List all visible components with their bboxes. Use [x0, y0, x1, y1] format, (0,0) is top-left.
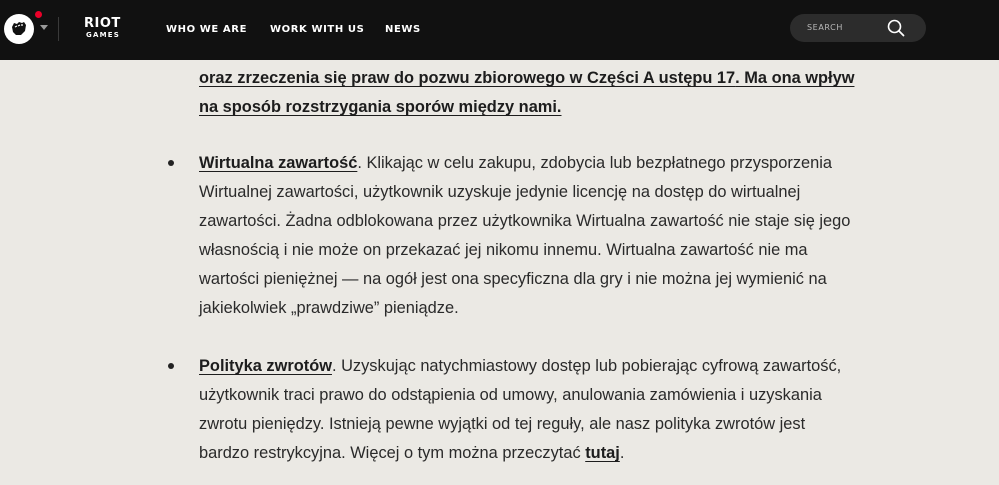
bullet-refund-policy — [168, 363, 174, 369]
section-17-link[interactable]: Części A ustępu 17 — [586, 69, 736, 87]
brand-wordmark-top: RIOT — [84, 15, 121, 32]
riot-games-logo[interactable] — [84, 17, 128, 43]
intro-text-after: . Ma ona wpływ na sposób rozstrzygania sporów między nami. — [199, 69, 855, 116]
term-virtual-content: Wirtualna zawartość — [199, 154, 358, 172]
refund-policy-period: . — [619, 444, 625, 462]
term-refund-policy: Polityka zwrotów — [199, 357, 332, 375]
intro-text-before: oraz zrzeczenia się praw do pozwu zbiorowego w — [199, 69, 587, 87]
nav-who-we-are[interactable]: WHO WE ARE — [166, 24, 247, 35]
header-divider — [58, 17, 59, 41]
article-content — [0, 60, 999, 485]
nav-news[interactable]: NEWS — [385, 24, 421, 35]
search-icon[interactable] — [887, 19, 905, 37]
top-navigation-bar — [0, 0, 999, 60]
search-box[interactable] — [790, 14, 926, 42]
riot-fist-logo-icon[interactable] — [4, 14, 34, 44]
bullet-virtual-content — [168, 160, 174, 166]
notification-dot-icon — [35, 11, 42, 18]
brand-wordmark-bottom: GAMES — [86, 31, 120, 39]
list-item-virtual-content — [199, 149, 859, 323]
search-placeholder: SEARCH — [807, 23, 843, 32]
virtual-content-text: . Klikając w celu zakupu, zdobycia lub bezpłatnego przysporzenia Wirtualnej zawartości, użytkownik uzyskuje jedynie licencję na dostęp do wirtualnej zawartości. Żadna odblokowana przez użytkownika Wirtualna zawartość nie staje się jego własnością i nie może on przekazać jej nikomu innemu. Wirtualna zawartość nie ma wartości pieniężnej — na ogół jest ona specyficzna dla gry i nie można jej wymienić na jakiekolwiek „prawdziwe” pieniądze. — [199, 154, 851, 317]
nav-work-with-us[interactable]: WORK WITH US — [270, 24, 365, 35]
refund-policy-text: . Uzyskując natychmiastowy dostęp lub pobierając cyfrową zawartość, użytkownik traci prawo do odstąpienia od umowy, anulowania zamówienia i uzyskania zwrotu pieniędzy. Istnieją pewne wyjątki od tej reguły, ale nasz polityka zwrotów jest bardzo restrykcyjna. Więcej o tym można przeczytać — [199, 357, 842, 462]
list-item-refund-policy — [199, 352, 859, 468]
arbitration-paragraph — [199, 64, 859, 122]
refund-here-link[interactable]: tutaj — [585, 444, 620, 462]
chevron-down-icon[interactable] — [40, 25, 48, 30]
